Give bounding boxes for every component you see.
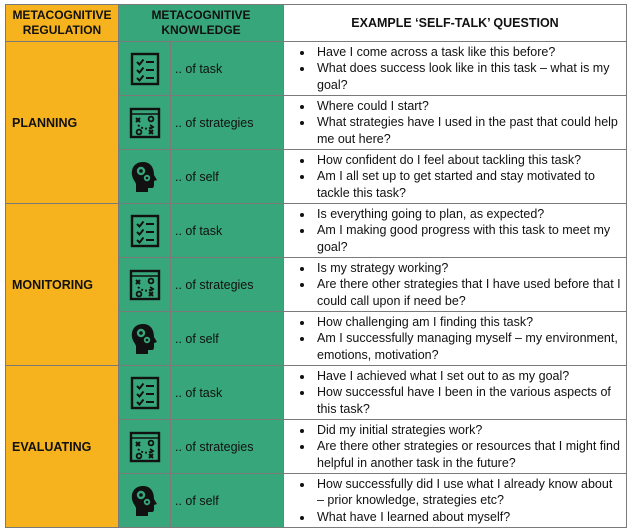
question-cell: [284, 204, 627, 258]
question-list: [288, 152, 622, 202]
question-item: • Is everything going to plan, as expected?: [314, 206, 622, 223]
question-list: [288, 98, 622, 148]
head-gears-icon: [119, 150, 171, 204]
question-item: • How successful have I been in the various aspects of this task?: [314, 384, 622, 417]
question-list: [288, 476, 622, 526]
knowledge-label: .. of self: [171, 150, 284, 204]
knowledge-label: .. of strategies: [171, 96, 284, 150]
question-cell: [284, 96, 627, 150]
regulation-label: MONITORING: [6, 204, 119, 366]
question-item: • What does success look like in this task – what is my goal?: [314, 60, 622, 93]
question-item: • Have I achieved what I set out to as my goal?: [314, 368, 622, 385]
knowledge-label: .. of strategies: [171, 420, 284, 474]
question-item: • Are there other strategies that I have used before that I could call upon if need be?: [314, 276, 622, 309]
question-item: • Are there other strategies or resources that I might find helpful in another task in the future?: [314, 438, 622, 471]
question-cell: [284, 42, 627, 96]
question-item: • Am I all set up to get started and stay motivated to tackle this task?: [314, 168, 622, 201]
question-list: [288, 44, 622, 94]
header-knowledge: METACOGNITIVE KNOWLEDGE: [119, 5, 284, 42]
head-gears-icon: [119, 312, 171, 366]
knowledge-label: .. of task: [171, 42, 284, 96]
question-item: • Where could I start?: [314, 98, 622, 115]
question-list: [288, 206, 622, 256]
question-item: • How confident do I feel about tackling this task?: [314, 152, 622, 169]
question-item: • Did my initial strategies work?: [314, 422, 622, 439]
self-talk-table: [5, 4, 627, 528]
strategy-board-icon: [119, 96, 171, 150]
question-cell: [284, 312, 627, 366]
strategy-board-icon: [119, 258, 171, 312]
question-list: [288, 368, 622, 418]
question-item: • Am I successfully managing myself – my environment, emotions, motivation?: [314, 330, 622, 363]
regulation-label: PLANNING: [6, 42, 119, 204]
question-cell: [284, 258, 627, 312]
head-gears-icon: [119, 474, 171, 528]
question-item: • How challenging am I finding this task?: [314, 314, 622, 331]
question-item: • Have I come across a task like this before?: [314, 44, 622, 61]
question-list: [288, 314, 622, 364]
checklist-icon: [119, 366, 171, 420]
question-item: • What have I learned about myself?: [314, 509, 622, 526]
knowledge-label: .. of self: [171, 474, 284, 528]
question-item: • Is my strategy working?: [314, 260, 622, 277]
strategy-board-icon: [119, 420, 171, 474]
table-body: [6, 42, 627, 528]
question-item: • How successfully did I use what I already know about – prior knowledge, strategies etc?: [314, 476, 622, 509]
knowledge-label: .. of task: [171, 366, 284, 420]
question-list: [288, 260, 622, 310]
knowledge-label: .. of self: [171, 312, 284, 366]
question-cell: [284, 150, 627, 204]
question-item: • What strategies have I used in the past that could help me out here?: [314, 114, 622, 147]
header-question: EXAMPLE ‘SELF-TALK’ QUESTION: [284, 5, 627, 42]
regulation-label: EVALUATING: [6, 366, 119, 528]
question-item: • Am I making good progress with this task to meet my goal?: [314, 222, 622, 255]
table-row: [6, 42, 627, 96]
checklist-icon: [119, 42, 171, 96]
question-cell: [284, 420, 627, 474]
question-cell: [284, 474, 627, 528]
knowledge-label: .. of strategies: [171, 258, 284, 312]
question-list: [288, 422, 622, 472]
table-row: [6, 366, 627, 420]
table-row: [6, 204, 627, 258]
header-row: [6, 5, 627, 42]
header-regulation: METACOGNITIVE REGULATION: [6, 5, 119, 42]
question-cell: [284, 366, 627, 420]
knowledge-label: .. of task: [171, 204, 284, 258]
checklist-icon: [119, 204, 171, 258]
